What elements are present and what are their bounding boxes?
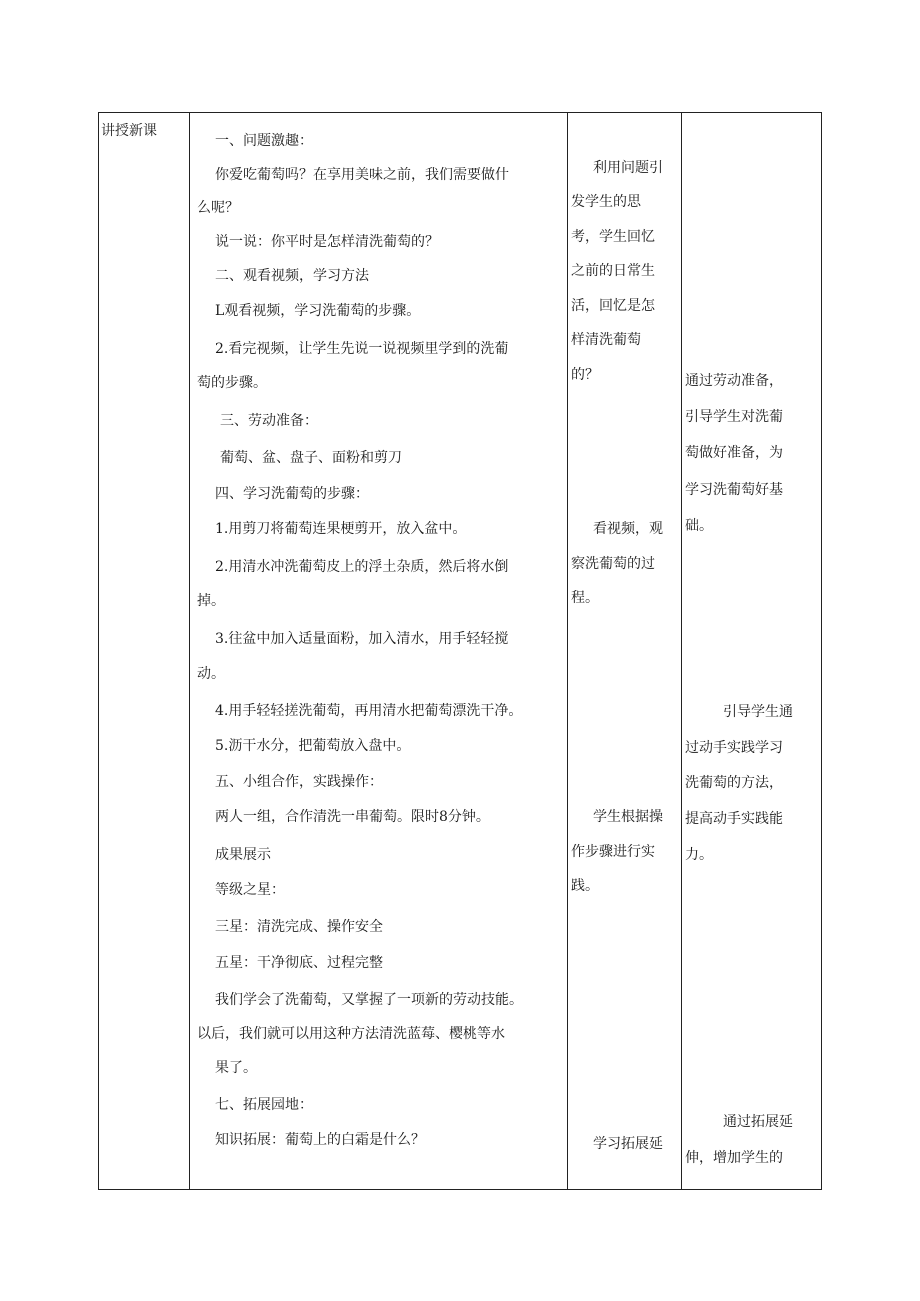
teacher-activity-line: 两人一组，合作清洗一串葡萄。限时8分钟。 bbox=[215, 809, 490, 825]
teacher-activity-line: 4.用手轻轻搓洗葡萄，再用清水把葡萄漂洗干净。 bbox=[215, 703, 523, 719]
teacher-activity-line: 以后，我们就可以用这种方法清洗蓝莓、樱桃等水 bbox=[197, 1026, 505, 1042]
student-activity-line: 学习拓展延 bbox=[593, 1136, 663, 1152]
student-activity-line: 发学生的思 bbox=[571, 194, 641, 210]
teacher-activity-line: 葡萄、盆、盘子、面粉和剪刀 bbox=[220, 450, 402, 466]
student-activity-line: 的？ bbox=[571, 367, 599, 383]
teacher-activity-line: 2.用清水冲洗葡萄皮上的浮土杂质，然后将水倒 bbox=[215, 559, 509, 575]
student-activity-column bbox=[569, 113, 681, 1189]
design-intent-line: 提高动手实践能 bbox=[685, 811, 783, 827]
student-activity-line: 作步骤进行实 bbox=[571, 844, 655, 860]
design-intent-line: 学习洗葡萄好基 bbox=[685, 482, 783, 498]
teacher-activity-line: 四、学习洗葡萄的步骤： bbox=[215, 486, 369, 502]
student-activity-line: 践。 bbox=[571, 878, 599, 894]
student-activity-line: 察洗葡萄的过 bbox=[571, 556, 655, 572]
teacher-activity-line: 说一说：你平时是怎样清洗葡萄的？ bbox=[215, 234, 439, 250]
teacher-activity-line: 果了。 bbox=[215, 1060, 257, 1076]
teacher-activity-line: 二、观看视频，学习方法 bbox=[215, 268, 369, 284]
teacher-activity-line: 3.往盆中加入适量面粉，加入清水，用手轻轻搅 bbox=[215, 631, 509, 647]
column-divider bbox=[567, 113, 568, 1189]
teacher-activity-line: 三、劳动准备： bbox=[220, 413, 318, 429]
student-activity-line: 学生根据操 bbox=[593, 809, 663, 825]
teacher-activity-line: 五星：干净彻底、过程完整 bbox=[215, 955, 383, 971]
design-intent-line: 通过拓展延 bbox=[723, 1114, 793, 1130]
teacher-activity-line: 2.看完视频，让学生先说一说视频里学到的洗葡 bbox=[215, 341, 509, 357]
teacher-activity-line: 你爱吃葡萄吗？在享用美味之前，我们需要做什 bbox=[215, 167, 509, 183]
teacher-activity-line: L观看视频，学习洗葡萄的步骤。 bbox=[215, 303, 421, 319]
teacher-activity-line: 我们学会了洗葡萄，又掌握了一项新的劳动技能。 bbox=[215, 992, 523, 1008]
teacher-activity-line: 1.用剪刀将葡萄连果梗剪开，放入盆中。 bbox=[215, 521, 467, 537]
design-intent-line: 础。 bbox=[685, 518, 713, 534]
design-intent-line: 引导学生对洗葡 bbox=[685, 409, 783, 425]
design-intent-line: 洗葡萄的方法， bbox=[685, 775, 783, 791]
teacher-activity-line: 等级之星： bbox=[215, 882, 285, 898]
teacher-activity-line: 七、拓展园地： bbox=[215, 1097, 313, 1113]
teacher-activity-line: 动。 bbox=[197, 666, 225, 682]
teacher-activity-line: 五、小组合作，实践操作： bbox=[215, 774, 383, 790]
student-activity-line: 利用问题引 bbox=[593, 160, 663, 176]
teacher-activity-line: 一、问题激趣： bbox=[215, 133, 313, 149]
teacher-activity-line: 知识拓展：葡萄上的白霜是什么？ bbox=[215, 1132, 425, 1148]
teacher-activity-line: 掉。 bbox=[197, 593, 225, 609]
teacher-activity-line: 么呢？ bbox=[197, 200, 239, 216]
design-intent-line: 萄做好准备，为 bbox=[685, 445, 783, 461]
student-activity-line: 程。 bbox=[571, 590, 599, 606]
teacher-activity-line: 三星：清洗完成、操作安全 bbox=[215, 919, 383, 935]
student-activity-line: 之前的日常生 bbox=[571, 263, 655, 279]
design-intent-line: 伸，增加学生的 bbox=[685, 1150, 783, 1166]
column-divider bbox=[681, 113, 682, 1189]
lesson-plan-table bbox=[98, 112, 822, 1190]
student-activity-line: 考，学生回忆 bbox=[571, 229, 655, 245]
teacher-activity-line: 5.沥干水分，把葡萄放入盘中。 bbox=[215, 738, 411, 754]
design-intent-line: 力。 bbox=[685, 847, 713, 863]
row-label: 讲授新课 bbox=[101, 123, 157, 139]
student-activity-line: 看视频，观 bbox=[593, 521, 663, 537]
design-intent-line: 引导学生通 bbox=[723, 704, 793, 720]
teacher-activity-column bbox=[99, 113, 567, 1189]
teacher-activity-line: 成果展示 bbox=[215, 847, 271, 863]
design-intent-line: 过动手实践学习 bbox=[685, 740, 783, 756]
design-intent-line: 通过劳动准备， bbox=[685, 373, 783, 389]
teacher-activity-line: 萄的步骤。 bbox=[197, 375, 267, 391]
student-activity-line: 活，回忆是怎 bbox=[571, 298, 655, 314]
student-activity-line: 样清洗葡萄 bbox=[571, 332, 641, 348]
design-intent-column bbox=[683, 113, 821, 1189]
